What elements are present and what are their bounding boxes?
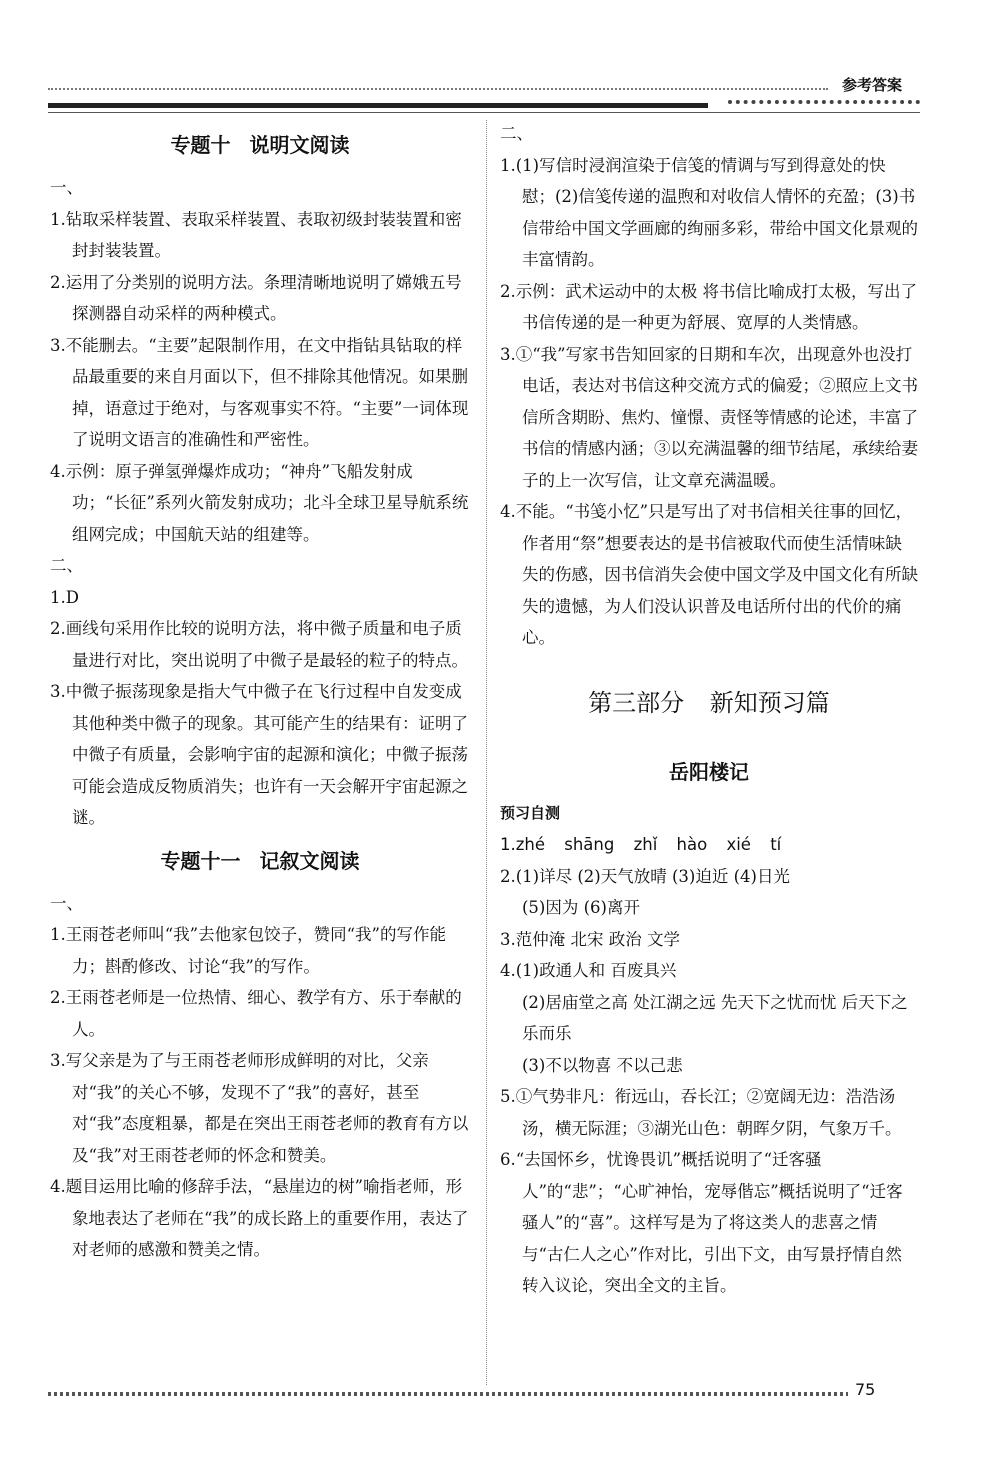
answer-item: 1.王雨苍老师叫“我”去他家包饺子，赞同“我”的写作能力；斟酌修改、讨论“我”的写作。 xyxy=(50,925,446,976)
answer-item: 3.范仲淹 北宋 政治 文学 xyxy=(500,929,680,949)
page-number: 75 xyxy=(855,1380,876,1399)
section-heading: 一、 xyxy=(50,178,83,197)
answer-item: 2.王雨苍老师是一位热情、细心、教学有方、乐于奉献的人。 xyxy=(50,988,462,1039)
column-divider xyxy=(486,120,487,1385)
header-thick-rule xyxy=(48,103,708,108)
section-heading: 二、 xyxy=(500,124,533,143)
answer-item: 2.运用了分类别的说明方法。条理清晰地说明了嫦娥五号探测器自动采样的两种模式。 xyxy=(50,272,462,323)
answer-item: 6.“去国怀乡，忧谗畏讥”概括说明了“迁客骚人”的“悲”；“心旷神怡，宠辱偕忘”概括说明了“迁客骚人”的“喜”。这样写是为了将这类人的悲喜之情与“古仁人之心”作对比，引出下文，由写景抒情自然转入议论，突出全文的主旨。 xyxy=(500,1150,903,1295)
answer-item: 1.D xyxy=(50,587,79,607)
answer-item: 5.①气势非凡：衔远山，吞长江；②宽阔无边：浩浩汤汤，横无际涯；③湖光山色：朝晖夕阴，气象万千。 xyxy=(500,1087,902,1138)
answer-item-continued: (3)不以物喜 不以己悲 xyxy=(522,1055,683,1075)
section-heading: 二、 xyxy=(50,556,83,575)
right-column xyxy=(500,118,918,1302)
answer-item: 3.写父亲是为了与王雨苍老师形成鲜明的对比，父亲对“我”的关心不够，发现不了“我”的喜好，甚至对“我”态度粗暴，都是在突出王雨苍老师的教育有方以及“我”对王雨苍老师的怀念和赞美。 xyxy=(50,1051,469,1165)
answer-item: 2.画线句采用作比较的说明方法，将中微子质量和电子质量进行对比，突出说明了中微子是最轻的粒子的特点。 xyxy=(50,619,468,670)
preview-subheading: 预习自测 xyxy=(500,803,561,822)
answer-item: 4.(1)政通人和 百废具兴 xyxy=(500,961,677,980)
answer-item: 1.(1)写信时浸润渲染于信笺的情调与写到得意处的快慰；(2)信笺传递的温煦和对收信人情怀的充盈；(3)书信带给中国文学画廊的绚丽多彩，带给中国文化景观的丰富情韵。 xyxy=(500,155,918,269)
answer-item: 4.不能。“书笺小忆”只是写出了对书信相关往事的回忆，作者用“祭”想要表达的是书信被取代而使生活情味缺失的伤感，因书信消失会使中国文学及中国文化有所缺失的遗憾，为人们没认识普及电话所付出的代价的痛心。 xyxy=(500,502,918,647)
header-label: 参考答案 xyxy=(842,76,903,94)
left-column xyxy=(50,118,470,1266)
answer-item: 2.(1)详尽 (2)天气放晴 (3)迫近 (4)日光 xyxy=(500,866,790,886)
topic11-title: 专题十一 记叙文阅读 xyxy=(160,848,360,873)
answer-item-continued: (5)因为 (6)离开 xyxy=(522,898,640,917)
footer-rule xyxy=(48,1392,848,1396)
answer-item: 3.①“我”写家书告知回家的日期和车次，出现意外也没打电话，表达对书信这种交流方式的偏爱；②照应上文书信所含期盼、焦灼、憧憬、责怪等情感的论述，丰富了书信的情感内涵；③以充满温馨的细节结尾，承续给妻子的上一次写信，让文章充满温暖。 xyxy=(500,344,918,490)
topic10-title: 专题十 说明文阅读 xyxy=(170,133,350,157)
answer-item: 4.示例：原子弹氢弹爆炸成功；“神舟”飞船发射成功；“长征”系列火箭发射成功；北斗全球卫星导航系统组网完成；中国航天站的组建等。 xyxy=(50,461,469,544)
section-heading: 一、 xyxy=(50,893,83,913)
answer-item: 4.题目运用比喻的修辞手法，“悬崖边的树”喻指老师，形象地表达了老师在“我”的成长路上的重要作用，表达了对老师的感激和赞美之情。 xyxy=(50,1177,469,1259)
part3-title: 第三部分 新知预习篇 xyxy=(588,688,830,717)
header-dotted-rule xyxy=(48,88,828,90)
answer-item: 1.钻取采样装置、表取采样装置、表取初级封装装置和密封封装装置。 xyxy=(50,209,462,260)
pinyin-answer: 1.zhé shāng zhǐ hào xié tí xyxy=(500,835,782,854)
answer-item-continued: (2)居庙堂之高 处江湖之远 先天下之忧而忧 后天下之乐而乐 xyxy=(522,992,908,1043)
header-thin-rule xyxy=(48,112,920,113)
answer-item: 2.示例：武术运动中的太极 将书信比喻成打太极，写出了书信传递的是一种更为舒展、宽厚的人类情感。 xyxy=(500,281,917,332)
answer-item: 3.不能删去。“主要”起限制作用，在文中指钻具钻取的样品最重要的来自月面以下，但不排除其他情况。如果删掉，语意过于绝对，与客观事实不符。“主要”一词体现了说明文语言的准确性和严密性。 xyxy=(50,335,469,449)
lesson-title: 岳阳楼记 xyxy=(669,759,749,784)
answer-item: 3.中微子振荡现象是指大气中微子在飞行过程中自发变成其他种类中微子的现象。其可能产生的结果有：证明了中微子有质量，会影响宇宙的起源和演化；中微子振荡可能会造成反物质消失；也许有一天会解开宇宙起源之谜。 xyxy=(50,682,468,827)
